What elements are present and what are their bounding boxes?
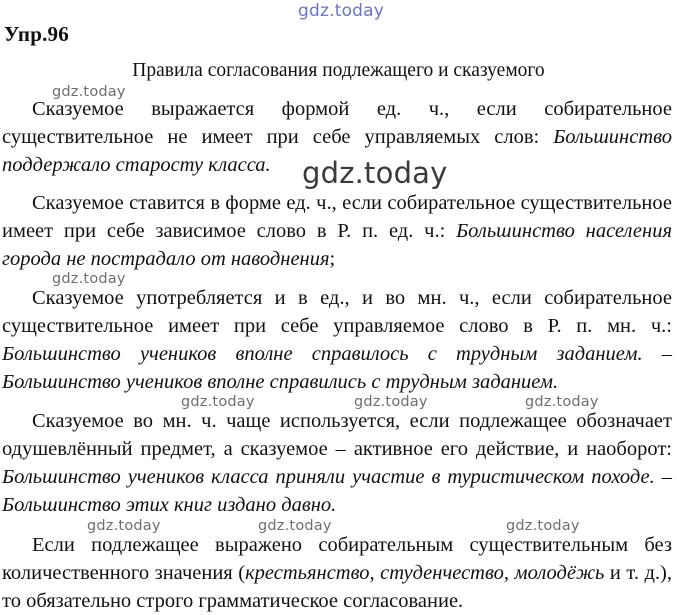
rule-tail: и т. д.), то обязательно строго грамматическое согласование. <box>2 562 672 612</box>
rule-example: Большинство поддержало старосту класса. <box>2 126 672 176</box>
rule-text: Если подлежащее выражено собирательным существительным без количественного значения ( <box>2 534 672 584</box>
rule-example: Большинство населения города не пострадало от наводнения <box>2 220 672 270</box>
rule-text: Сказуемое употребляется и в ед., и во мн. ч., если собирательное существительное имеет при себе управляемое слово в Р. п. мн. ч.: <box>2 287 672 337</box>
watermark-small: gdz.today <box>258 518 332 534</box>
watermark-small: gdz.today <box>525 394 599 410</box>
rule-paragraph-5 <box>2 531 672 615</box>
watermark-small: gdz.today <box>354 394 428 410</box>
watermark-small: gdz.today <box>87 518 161 534</box>
watermark-small: gdz.today <box>52 271 126 287</box>
rule-paragraph-4 <box>2 407 672 519</box>
exercise-title: Упр.96 <box>4 22 69 46</box>
rule-paragraph-2 <box>2 189 672 273</box>
rules-heading: Правила согласования подлежащего и сказуемого <box>132 60 545 81</box>
rule-text: Сказуемое во мн. ч. чаще используется, если подлежащее обозначает одушевлённый предмет, а сказуемое – активное его действие, и наоборот: <box>2 410 672 460</box>
watermark-top: gdz.today <box>298 1 385 21</box>
rule-paragraph-3 <box>2 284 672 396</box>
rule-example: Большинство учеников класса приняли участие в туристическом походе. – Большинство этих книг издано давно. <box>2 466 672 516</box>
rule-example: Большинство учеников вполне справилось с трудным заданием. – Большинство учеников вполне справились с трудным заданием. <box>2 343 672 393</box>
watermark-large: gdz.today <box>302 156 448 190</box>
watermark-small: gdz.today <box>181 394 255 410</box>
watermark-small: gdz.today <box>52 84 126 100</box>
watermark-small: gdz.today <box>506 518 580 534</box>
rule-text: Сказуемое ставится в форме ед. ч., если собирательное существительное имеет при себе зависимое слово в Р. п. ед. ч.: <box>2 192 672 242</box>
rule-example: крестьянство, студенчество, молодёжь <box>245 562 605 584</box>
rule-tail: ; <box>329 248 336 270</box>
rule-text: Сказуемое выражается формой ед. ч., если собирательное существительное не имеет при себе управляемых слов: <box>2 98 672 148</box>
